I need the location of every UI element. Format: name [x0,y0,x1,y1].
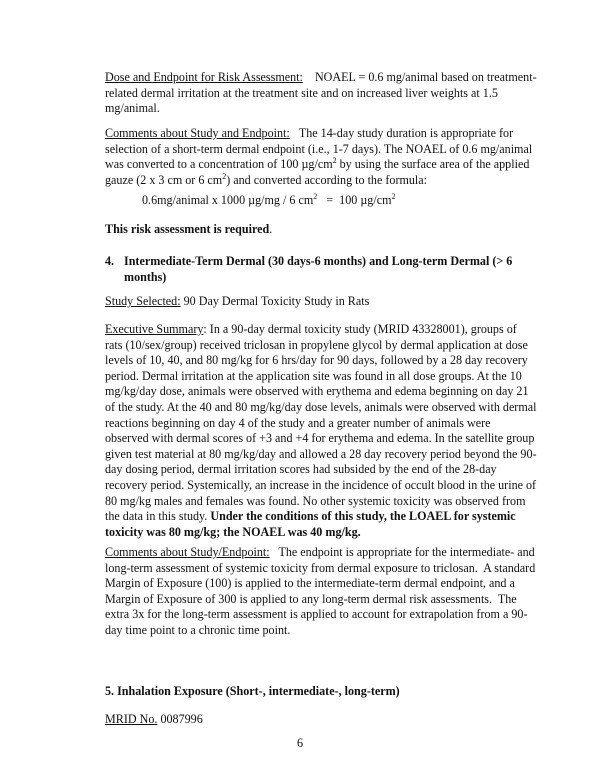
required-end: . [269,222,273,236]
study-selected-text: 90 Day Dermal Toxicity Study in Rats [180,294,370,308]
mrid-label: MRID No. [105,712,158,726]
study-selected-label: Study Selected: [105,294,181,308]
comments-text-c: ) and converted according to the formula: [226,172,428,187]
comments-text-b: by using the surface area of the applied gauze (2 x 3 cm or 6 cm [105,157,530,187]
mrid-value: 0087996 [157,712,203,726]
required-bold: This risk assessment is required [105,222,270,236]
comments-study-endpoint-2-text: The endpoint is appropriate for the intermediate- and long-term assessment of systemic toxicity from dermal exposure to triclosan. A standard Margin of Exposure (100) is applied to the intermediate-term dermal endpoint, and a Margin of Exposure of 300 is applied to any long-term dermal risk assessments. The extra 3x for the long-term assessment is applied to account for extrapolation from a 90-day time point to a chronic time point. [105,545,539,637]
dose-endpoint-paragraph [105,70,537,117]
superscript: 2 [222,171,227,181]
executive-summary-paragraph [105,322,537,540]
formula-left: 0.6mg/animal x 1000 µg/mg / 6 cm [142,193,314,207]
page-number: 6 [296,736,304,750]
study-selected-line [105,294,537,310]
dose-endpoint-label: Dose and Endpoint for Risk Assessment: [105,70,303,84]
comments-text-a: The 14-day study duration is appropriate for selection of a short-term dermal endpoint (i.e., 1-7 days). The NOAEL of 0.6 mg/animal was converted to a concentration of 100 µg/cm [105,126,533,172]
conversion-formula [142,193,396,208]
section-4-heading: Intermediate-Term Dermal (30 days-6 months) and Long-term Dermal (> 6 months) [124,254,513,284]
superscript: 2 [332,156,337,166]
executive-summary-label: Executive Summary [105,322,204,336]
formula-right: = 100 µg/cm [317,193,392,207]
section-5-heading: 5. Inhalation Exposure (Short-, intermediate-, long-term) [105,684,400,698]
comments-study-endpoint-label: Comments about Study and Endpoint: [105,126,290,140]
superscript: 2 [391,191,396,201]
dose-endpoint-text: NOAEL = 0.6 mg/animal based on treatment-related dermal irritation at the treatment site and on increased liver weights at 1.5 mg/animal. [105,70,537,116]
comments-study-endpoint-2-paragraph [105,545,537,639]
mrid-line [105,712,537,728]
superscript: 2 [313,191,318,201]
section-4-number: 4. [105,254,115,268]
comments-study-endpoint-paragraph [105,126,537,188]
risk-assessment-required [105,222,537,238]
comments-study-endpoint-2-label: Comments about Study/Endpoint: [105,545,270,559]
executive-summary-text: : In a 90-day dermal toxicity study (MRID 43328001), groups of rats (10/sex/group) received triclosan in propylene glycol by dermal application at dose levels of 10, 40, and 80 mg/kg for 6 hrs/day for 90 days, followed by a 28 day recovery period. Dermal irritation at the application site was found in all dose groups. At the 10 mg/kg/day dose, animals were observed with erythema and edema beginning on day 21 of the study. At the 40 and 80 mg/kg/day dose levels, animals were observed with dermal reactions beginning on day 4 of the study and a greater number of animals were observed with dermal scores of +3 and +4 for erythema and edema. In the satellite group given test material at 80 mg/kg/day and allowed a 28 day recovery period beyond the 90-day dosing period, dermal irritation scores had subsided by the end of the 28-day recovery period. Systemically, an increase in the incidence of occult blood in the urine of 80 mg/kg males and females was found. No other systemic toxicity was observed from the data in this study. [105,322,537,524]
executive-summary-conclusion: Under the conditions of this study, the LOAEL for systemic toxicity was 80 mg/kg; the NOAEL was 40 mg/kg. [105,509,516,539]
